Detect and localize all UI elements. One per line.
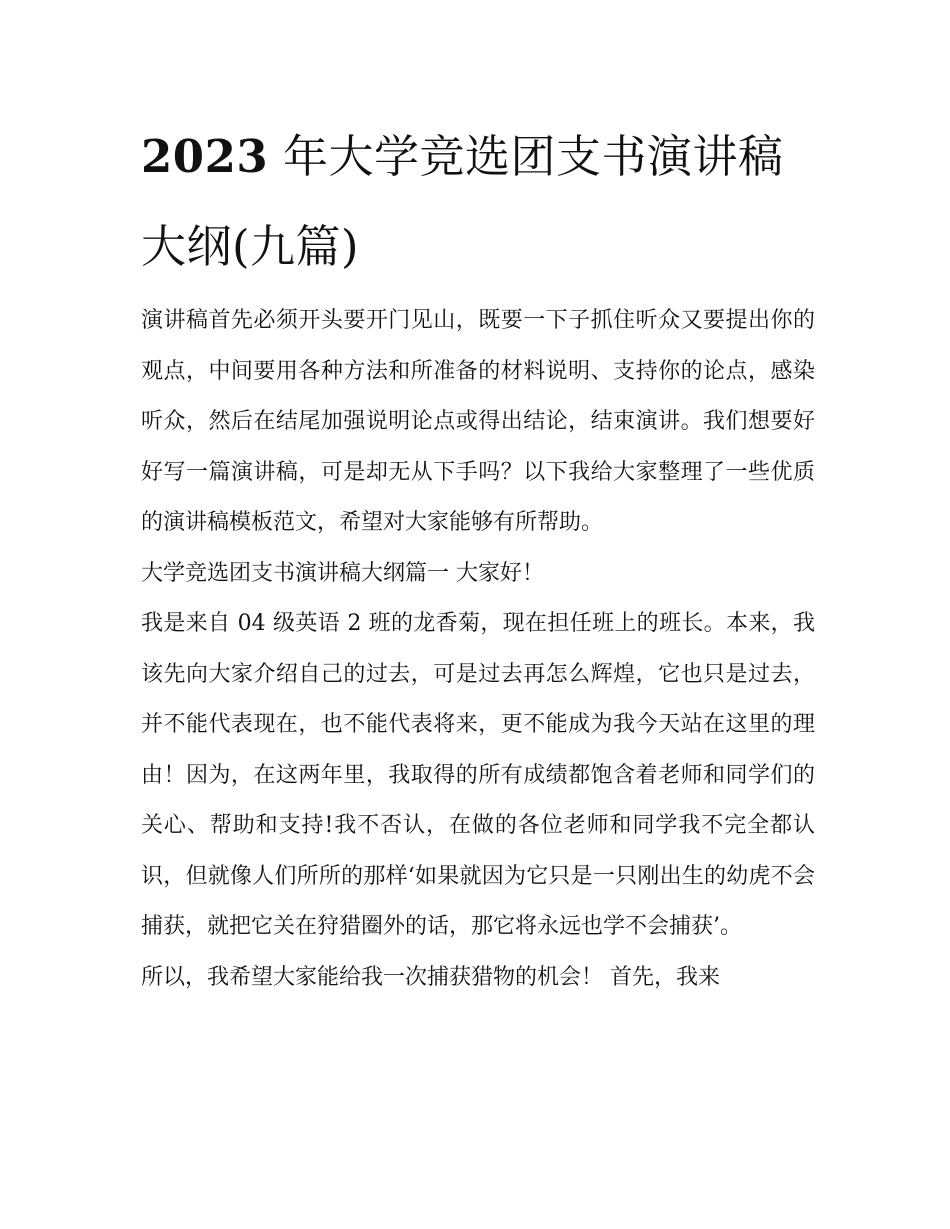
document-page bbox=[141, 112, 815, 1003]
document-title bbox=[141, 112, 815, 292]
paragraph-closing: 所以，我希望大家能给我一次捕获猎物的机会！ 首先，我来 bbox=[141, 964, 720, 990]
paragraph-intro: 演讲稿首先必须开头要开门见山，既要一下子抓住听众又要提出你的观点，中间要用各种方法和所准备的材料说明、支持你的论点，感染听众，然后在结尾加强说明论点或得出结论，结束演讲。我们想要好好写一篇演讲稿，可是却无从下手吗？以下我给大家整理了一些优质的演讲稿模板范文，希望对大家能够有所帮助。 bbox=[141, 308, 815, 535]
paragraph-heading: 大学竞选团支书演讲稿大纲篇一 大家好！ bbox=[141, 560, 544, 586]
title-text: 年大学竞选团支书演讲稿大纲(九篇) bbox=[141, 130, 784, 273]
title-year: 2023 bbox=[141, 130, 269, 183]
document-body bbox=[141, 296, 815, 1003]
paragraph-speech: 我是来自 04 级英语 2 班的龙香菊，现在担任班上的班长。本来，我该先向大家介绍自己的过去，可是过去再怎么辉煌，它也只是过去，并不能代表现在，也不能代表将来，更不能成为我今天站在这里的理由！因为，在这两年里，我取得的所有成绩都饱含着老师和同学们的关心、帮助和支持!我不否认，在做的各位老师和同学我不完全都认识，但就像人们所所的那样‘如果就因为它只是一只刚出生的幼虎不会捕获，就把它关在狩猎圈外的话，那它将永远也学不会捕获’。 bbox=[141, 611, 815, 939]
